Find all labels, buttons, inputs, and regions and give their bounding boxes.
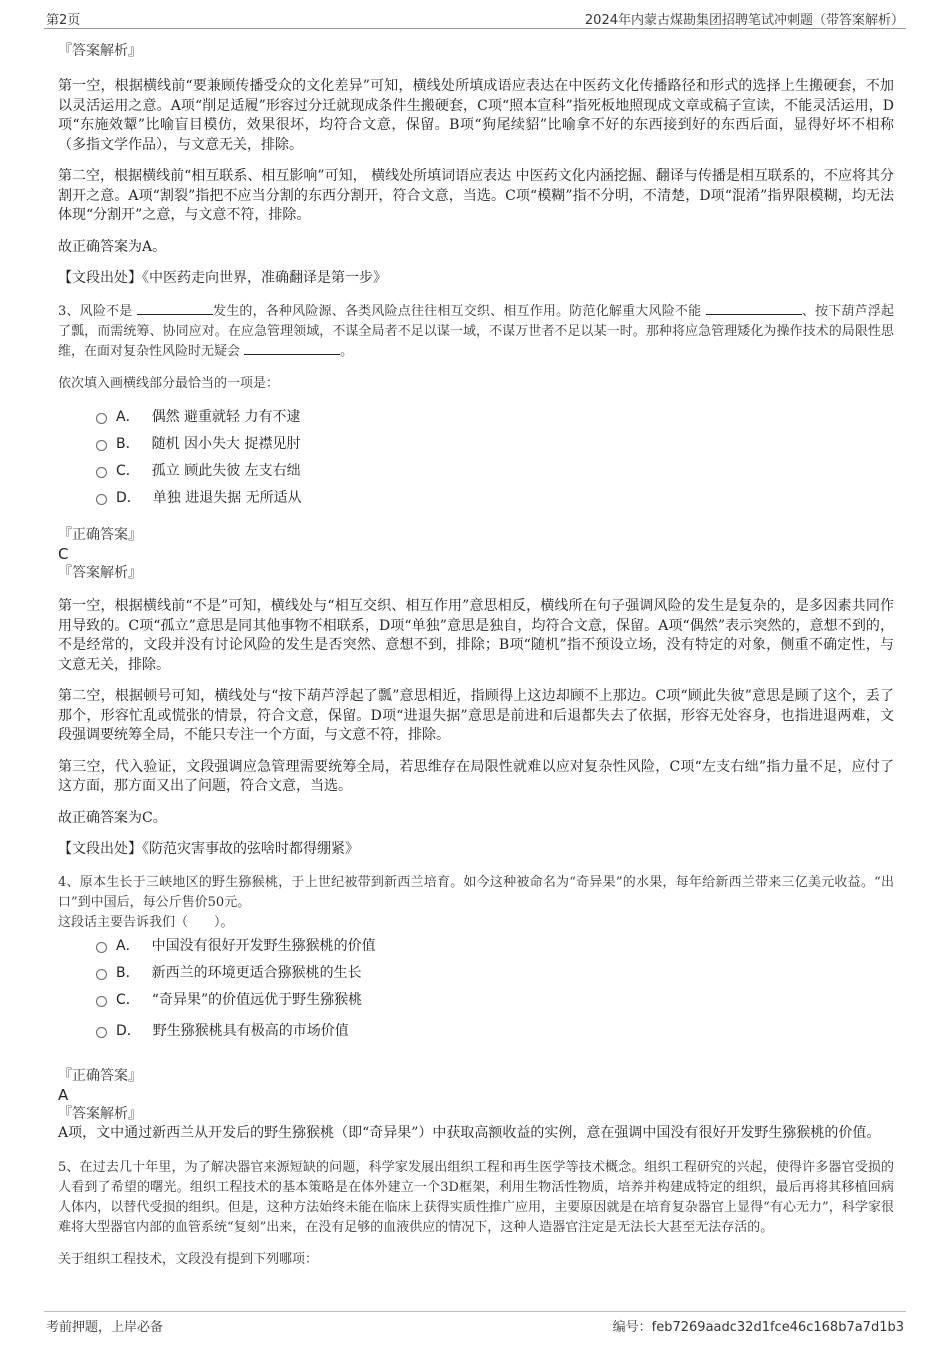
q3-prompt: 依次填入画横线部分最恰当的一项是： xyxy=(58,376,280,391)
q3-blank-3 xyxy=(244,342,340,355)
q2-source: 【文段出处】《中医药走向世界，准确翻译是第一步》 xyxy=(58,270,387,286)
q3-blank-2 xyxy=(706,302,802,315)
q4-analysis: A项，文中通过新西兰从开发后的野生猕猴桃（即“奇异果”）中获取高额收益的实例，意在强调中国没有很好开发野生猕猴桃的价值。 xyxy=(58,1125,881,1141)
q5-prompt: 关于组织工程技术，文段没有提到下列哪项： xyxy=(58,1251,319,1267)
q5-stem: 5、在过去几十年里，为了解决器官来源短缺的问题，科学家发展出组织工程和再生医学等技术概念。组织工程研究的兴起，使得许多器官受损的人看到了希望的曙光。组织工程技术的基本策略是在体外建立一个3D框架，利用生物活性物质，培养并构建成特定的组织，最后再将其移植回病人体内，以替代受损的组织。但是，这种方法始终未能在临床上获得实质性推广应用，主要原因就是在培育复杂器官上显得“有心无力”，科学家很难将大型器官内部的血管系统“复刻”出来，在没有足够的血液供应的情况下，这种人造器官注定是无法长大甚至无法存活的。 xyxy=(58,1159,894,1235)
q3-analysis-p1: 第一空，根据横线前“不是”可知，横线处与“相互交织、相互作用”意思相反，横线所在句子强调风险的发生是复杂的，是多因素共同作用导致的。C项“孤立”意思是同其他事物不相联系，D项“单独”意思是独自，均符合文意，保留。A项“偶然”表示突然的，意想不到的，不是经常的，文段并没有讨论风险的发生是否突然、意想不到，排除；B项“随机”指不预设立场，没有特定的对象，侧重不确定性，与文意无关，排除。 xyxy=(58,598,894,673)
radio-button[interactable] xyxy=(96,996,107,1007)
document-id: 编号：feb7269aadc32d1fce46c168b7a7d1b3 xyxy=(612,1320,904,1335)
q3-correct-answer: C xyxy=(58,545,69,563)
q4-option-b[interactable]: B． 新西兰的环境更适合猕猴桃的生长 xyxy=(96,964,894,991)
q2-conclusion: 故正确答案为A。 xyxy=(58,238,167,255)
q2-analysis-p1: 第一空，根据横线前“要兼顾传播受众的文化差异”可知，横线处所填成语应表达在中医药文化传播路径和形式的选择上生搬硬套，不加以灵活运用之意。A项“削足适履”形容过分迁就现成条件生搬硬套，C项“照本宣科”指死板地照现成文章或稿子宣读，不能灵活运用，D项“东施效颦”比喻盲目模仿，效果很坏，均符合文意，保留。B项“狗尾续貂”比喻拿不好的东西接到好的东西后面，显得好坏不相称（多指文学作品），与文意无关，排除。 xyxy=(58,78,894,153)
radio-button[interactable] xyxy=(96,1027,107,1038)
q3-source: 【文段出处】《防范灾害事故的弦啥时都得绷紧》 xyxy=(58,841,359,857)
q2-analysis-label: 『答案解析』 xyxy=(58,43,142,59)
q4-correct-answer: A xyxy=(58,1086,69,1104)
radio-button[interactable] xyxy=(96,467,107,478)
q3-conclusion: 故正确答案为C。 xyxy=(58,809,167,826)
radio-button[interactable] xyxy=(96,942,107,953)
q3-option-b[interactable]: B． 随机 因小失大 捉襟见肘 xyxy=(96,435,894,462)
q3-analysis-label: 『答案解析』 xyxy=(58,565,142,581)
page-header xyxy=(44,6,906,29)
q4-option-a[interactable]: A． 中国没有很好开发野生猕猴桃的价值 xyxy=(96,937,894,964)
q3-analysis-p2: 第二空，根据顿号可知，横线处与“按下葫芦浮起了瓢”意思相近，指顾得上这边却顾不上那边。C项“顾此失彼”意思是顾了这个，丢了那个，形容忙乱或慌张的情景，符合文意，保留。D项“进退失据”意思是前进和后退都失去了依据，形容无处容身，也指进退两难，文段强调要统筹全局，不能只专注一个方面，与文意不符，排除。 xyxy=(58,688,894,743)
q4-options xyxy=(96,937,894,1049)
document-body xyxy=(58,42,894,1270)
radio-button[interactable] xyxy=(96,413,107,424)
document-title: 2024年内蒙古煤勘集团招聘笔试冲刺题（带答案解析） xyxy=(584,13,904,28)
q3-option-a[interactable]: A． 偶然 避重就轻 力有不逮 xyxy=(96,408,894,435)
q4-correct-label: 『正确答案』 xyxy=(58,1068,142,1084)
radio-button[interactable] xyxy=(96,440,107,451)
q3-analysis-p3: 第三空，代入验证，文段强调应急管理需要统筹全局，若思维存在局限性就难以应对复杂性风险，C项“左支右绌”指力量不足，应付了这方面，那方面又出了问题，符合文意，当选。 xyxy=(58,758,894,794)
footer-slogan: 考前押题，上岸必备 xyxy=(46,1320,164,1335)
q4-prompt: 这段话主要告诉我们（ ）。 xyxy=(58,915,234,930)
q4-stem: 4、原本生长于三峡地区的野生猕猴桃，于上世纪被带到新西兰培育。如今这种被命名为“奇异果”的水果，每年给新西兰带来三亿美元收益。“出口”到中国后，每公斤售价50元。 xyxy=(58,875,894,910)
q4-option-c[interactable]: C． “奇异果”的价值远优于野生猕猴桃 xyxy=(96,991,894,1022)
q4-option-d[interactable]: D． 野生猕猴桃具有极高的市场价值 xyxy=(96,1022,894,1049)
radio-button[interactable] xyxy=(96,494,107,505)
q2-analysis-p2: 第二空，根据横线前“相互联系、相互影响”可知， 横线处所填词语应表达 中医药文化内涵挖掘、翻译与传播是相互联系的，不应将其分割开之意。A项“割裂”指把不应当分割的东西分割开，符合文意，当选。C项“模糊”指不分明，不清楚，D项“混淆”指界限模糊，均无法体现“分割开”之意，与文意不符，排除。 xyxy=(58,168,894,223)
q3-options xyxy=(96,408,894,516)
q3-stem: 3、风险不是 发生的，各种风险源、各类风险点往往相互交织、相互作用。防范化解重大风险不能 、按下葫芦浮起了瓢，而需统筹、协同应对。在应急管理领域，不谋全局者不足以谋一域，不谋万世者不足以某一时。那种将应急管理矮化为操作技术的局限性思维，在面对复杂性风险时无疑会 。 xyxy=(58,304,895,359)
q3-option-c[interactable]: C． 孤立 顾此失彼 左支右绌 xyxy=(96,462,894,489)
radio-button[interactable] xyxy=(96,969,107,980)
q3-correct-label: 『正确答案』 xyxy=(58,527,142,543)
page-number: 第2页 xyxy=(46,13,81,28)
q3-option-d[interactable]: D． 单独 进退失据 无所适从 xyxy=(96,489,894,516)
q4-analysis-label: 『答案解析』 xyxy=(58,1106,142,1122)
q3-blank-1 xyxy=(137,302,213,315)
page-footer xyxy=(44,1311,906,1336)
